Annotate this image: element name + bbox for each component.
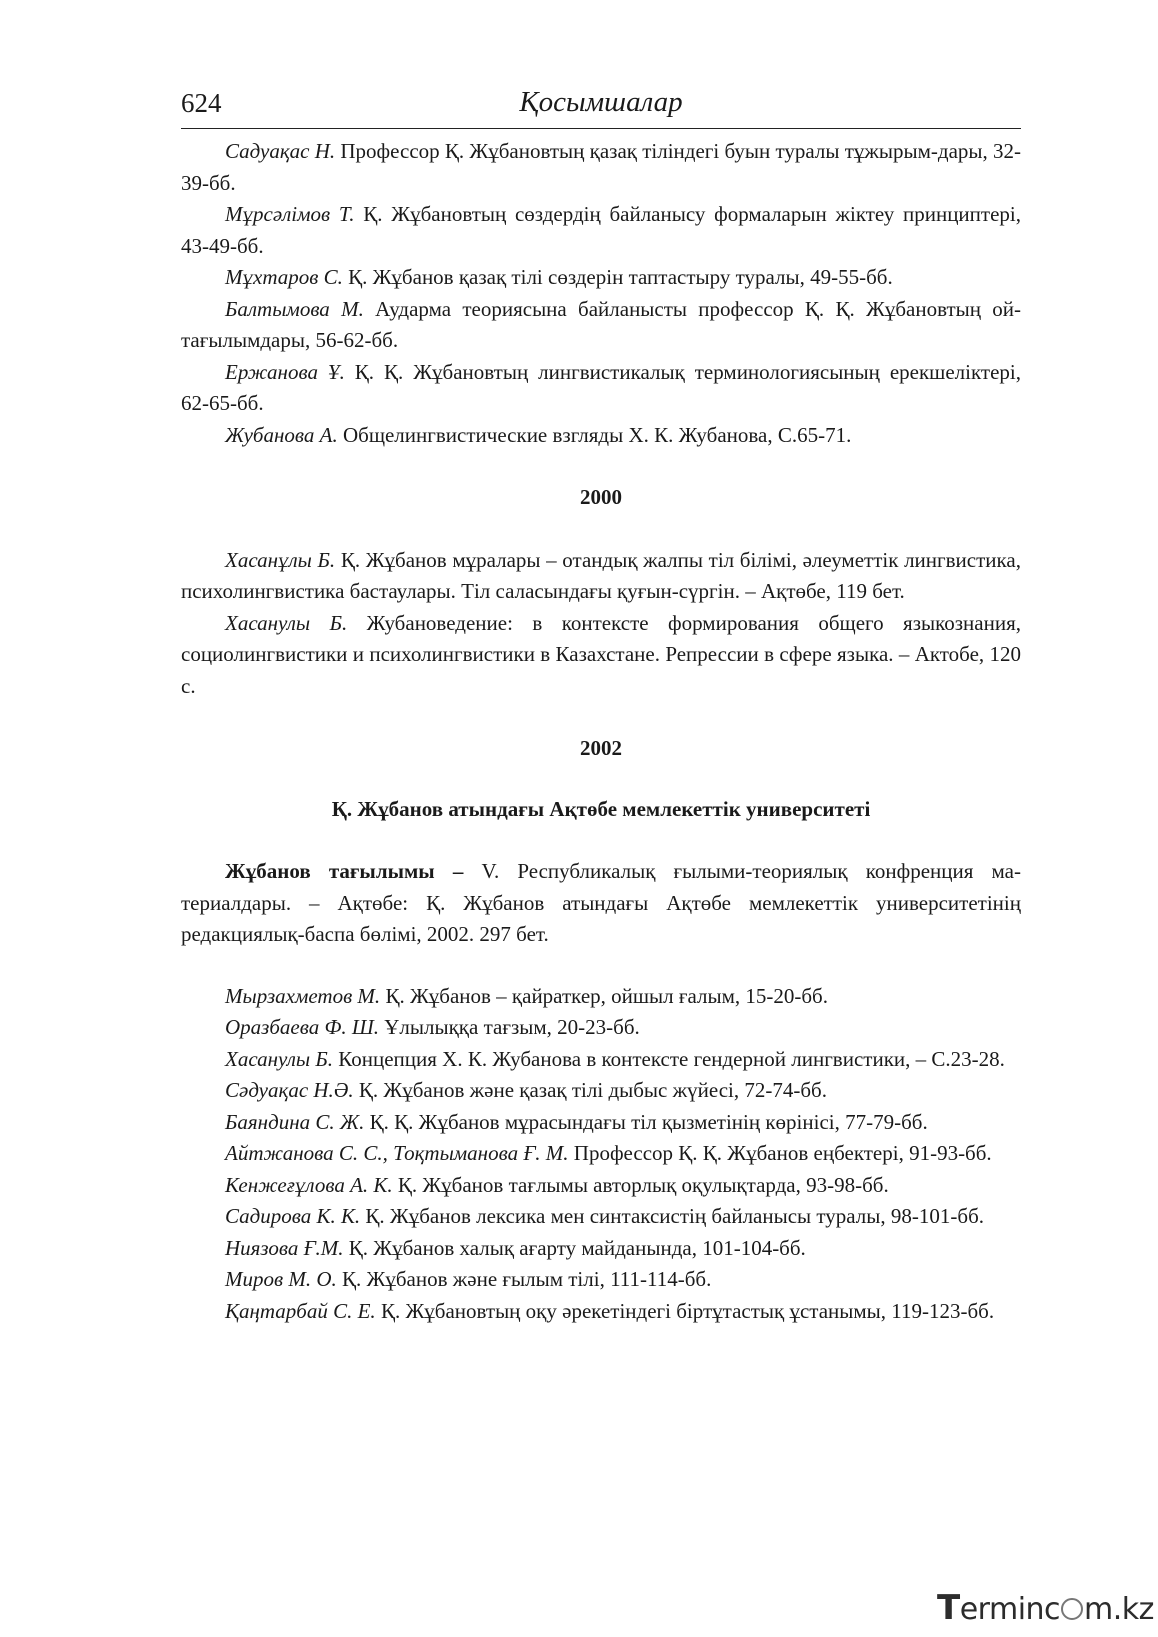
page-number: 624 <box>181 88 222 118</box>
entry-author: Айтжанова С. С., Тоқтыманова Ғ. М. <box>225 1141 569 1165</box>
entry-author: Оразбаева Ф. Ш. <box>225 1015 380 1039</box>
entry-text: Қ. Жұбанов лексика мен синтаксистің байланысы туралы, 98-101-бб. <box>360 1204 984 1228</box>
entry-author: Хасанұлы Б. <box>225 547 336 572</box>
bibliography-entry <box>181 1296 1021 1328</box>
bibliography-entry <box>181 294 1021 357</box>
bibliography-entry <box>181 1201 1021 1233</box>
entry-text: Қ. Жұбанов мұралары – отандық жалпы тіл білімі, әлеуметтік лингвистика, психолингвистика бастаулары. Тіл саласындағы қуғын-сүргін. – Ақтөбе, 119 бет. <box>181 547 1021 603</box>
entry-text: Қ. Қ. Жұбанов мұрасындағы тіл қызметінің көрінісі, 77-79-бб. <box>364 1109 928 1134</box>
entry-text: Общелингвистические взгляды Х. К. Жубанова, С.65-71. <box>337 422 852 447</box>
entry-author: Сәдуақас Н.Ә. <box>225 1078 354 1102</box>
year-heading-2002: 2002 <box>580 736 622 760</box>
bibliography-entry <box>181 199 1021 262</box>
entry-group-1 <box>181 136 1021 451</box>
entry-text: Профессор Қ. Қ. Жұбанов еңбектері, 91-93-бб. <box>568 1141 992 1165</box>
entry-text: Қ. Қ. Жұбановтың лингвистикалық терминологиясының ерекшеліктері, 62-65-бб. <box>181 359 1022 415</box>
entry-author: Садуақас Н. <box>225 139 336 163</box>
entry-text: Қ. Жұбанов тағлымы авторлық оқулықтарда, 93-98-бб. <box>392 1172 889 1197</box>
entry-author: Балтымова М. <box>225 296 364 321</box>
bibliography-entry <box>181 1044 1021 1076</box>
entry-author: Жубанова А. <box>225 422 338 447</box>
year-heading-2000: 2000 <box>580 485 622 509</box>
entry-text: Қ. Жұбанов қазақ тілі сөздерін таптастыру туралы, 49-55-бб. <box>342 265 893 289</box>
entry-author: Ержанова Ұ. <box>225 359 345 384</box>
entry-text: Қ. Жұбановтың оқу әрекетіндегі біртұтастық ұстанымы, 119-123-бб. <box>375 1298 995 1323</box>
bibliography-entry <box>181 1075 1021 1107</box>
entry-text: Қ. Жұбанов және ғылым тілі, 111-114-бб. <box>336 1267 712 1291</box>
watermark-initial: T <box>937 1588 960 1628</box>
entry-author: Хасанулы Б. <box>225 1046 334 1071</box>
entry-author: Мұхтаров С. <box>225 265 343 289</box>
bibliography-entry <box>181 357 1021 420</box>
entry-group-2002 <box>181 981 1021 1328</box>
entry-text: Жубановедение: в контексте формирования общего языкознания, социолингвистики и психолингвистики в Казахстане. Репрессии в сфере языка. – Актобе, 120 с. <box>181 610 1021 698</box>
entry-author: Миров М. О. <box>225 1267 337 1291</box>
running-title: Қосымшалар <box>519 86 683 118</box>
entry-text: Концепция Х. К. Жубанова в контексте гендерной лингвистики, – С.23-28. <box>333 1046 1005 1071</box>
bibliography-entry <box>181 608 1021 703</box>
entry-author: Баяндина С. Ж. <box>225 1109 365 1134</box>
entry-author: Мырзахметов М. <box>225 983 381 1008</box>
bibliography-entry <box>181 136 1021 199</box>
bibliography-entry <box>181 420 1021 452</box>
entry-author: Хасанулы Б. <box>225 610 348 635</box>
entry-text: Қ. Жұбанов және қазақ тілі дыбыс жүйесі, 72-74-бб. <box>353 1078 827 1102</box>
bibliography-entry <box>181 1012 1021 1044</box>
entry-author: Кенжеғұлова А. К. <box>225 1172 393 1197</box>
site-watermark-logo <box>937 1588 1154 1628</box>
entry-author: Мұрсәлімов Т. <box>225 202 355 226</box>
watermark-domain: m.kz <box>1084 1592 1154 1627</box>
bibliography-entry <box>181 1170 1021 1202</box>
entry-text: Ұлылыққа тағзым, 20-23-бб. <box>379 1015 640 1039</box>
bibliography-entry <box>181 1138 1021 1170</box>
entry-text: Аударма теориясына байланысты профессор Қ. Қ. Жұбановтың ой-тағылымдары, 56-62-бб. <box>181 296 1021 352</box>
entry-author: Садирова К. К. <box>225 1204 361 1228</box>
entry-group-2000 <box>181 545 1021 703</box>
bibliography-entry <box>181 1264 1021 1296</box>
entry-author: Ниязова Ғ.М. <box>225 1235 344 1260</box>
entry-text: Профессор Қ. Жұбановтың қазақ тіліндегі буын туралы тұжырым-дары, 32-39-бб. <box>181 139 1022 195</box>
bibliography-entry <box>181 1107 1021 1139</box>
bibliography-entry <box>181 545 1021 608</box>
page-header <box>181 86 1021 129</box>
institution-heading: Қ. Жұбанов атындағы Ақтөбе мемлекеттік университеті <box>331 796 871 821</box>
entry-text: Қ. Жұбановтың сөздердің байланысу формаларын жіктеу принциптері, 43-49-бб. <box>181 202 1021 258</box>
book-title: Жұбанов тағылымы – <box>225 859 464 883</box>
watermark-middle: erminc <box>959 1592 1061 1627</box>
entry-text: Қ. Жұбанов – қайраткер, ойшыл ғалым, 15-20-бб. <box>380 983 828 1008</box>
book-entry <box>181 856 1021 951</box>
bibliography-entry <box>181 981 1021 1013</box>
bibliography-entry <box>181 1233 1021 1265</box>
book-description: V. Республикалық ғылыми-теориялық конфренция ма-териалдары. – Ақтөбе: Қ. Жұбанов атындағы Ақтөбе мемлекеттік университетінің редакциялық-баспа бөлімі, 2002. 297 бет. <box>181 859 1021 946</box>
bibliography-content <box>181 136 1021 1327</box>
magnifier-icon <box>1061 1598 1083 1620</box>
bibliography-entry <box>181 262 1021 294</box>
entry-author: Қаңтарбай С. Е. <box>225 1298 376 1323</box>
entry-text: Қ. Жұбанов халық ағарту майданында, 101-104-бб. <box>343 1235 806 1260</box>
